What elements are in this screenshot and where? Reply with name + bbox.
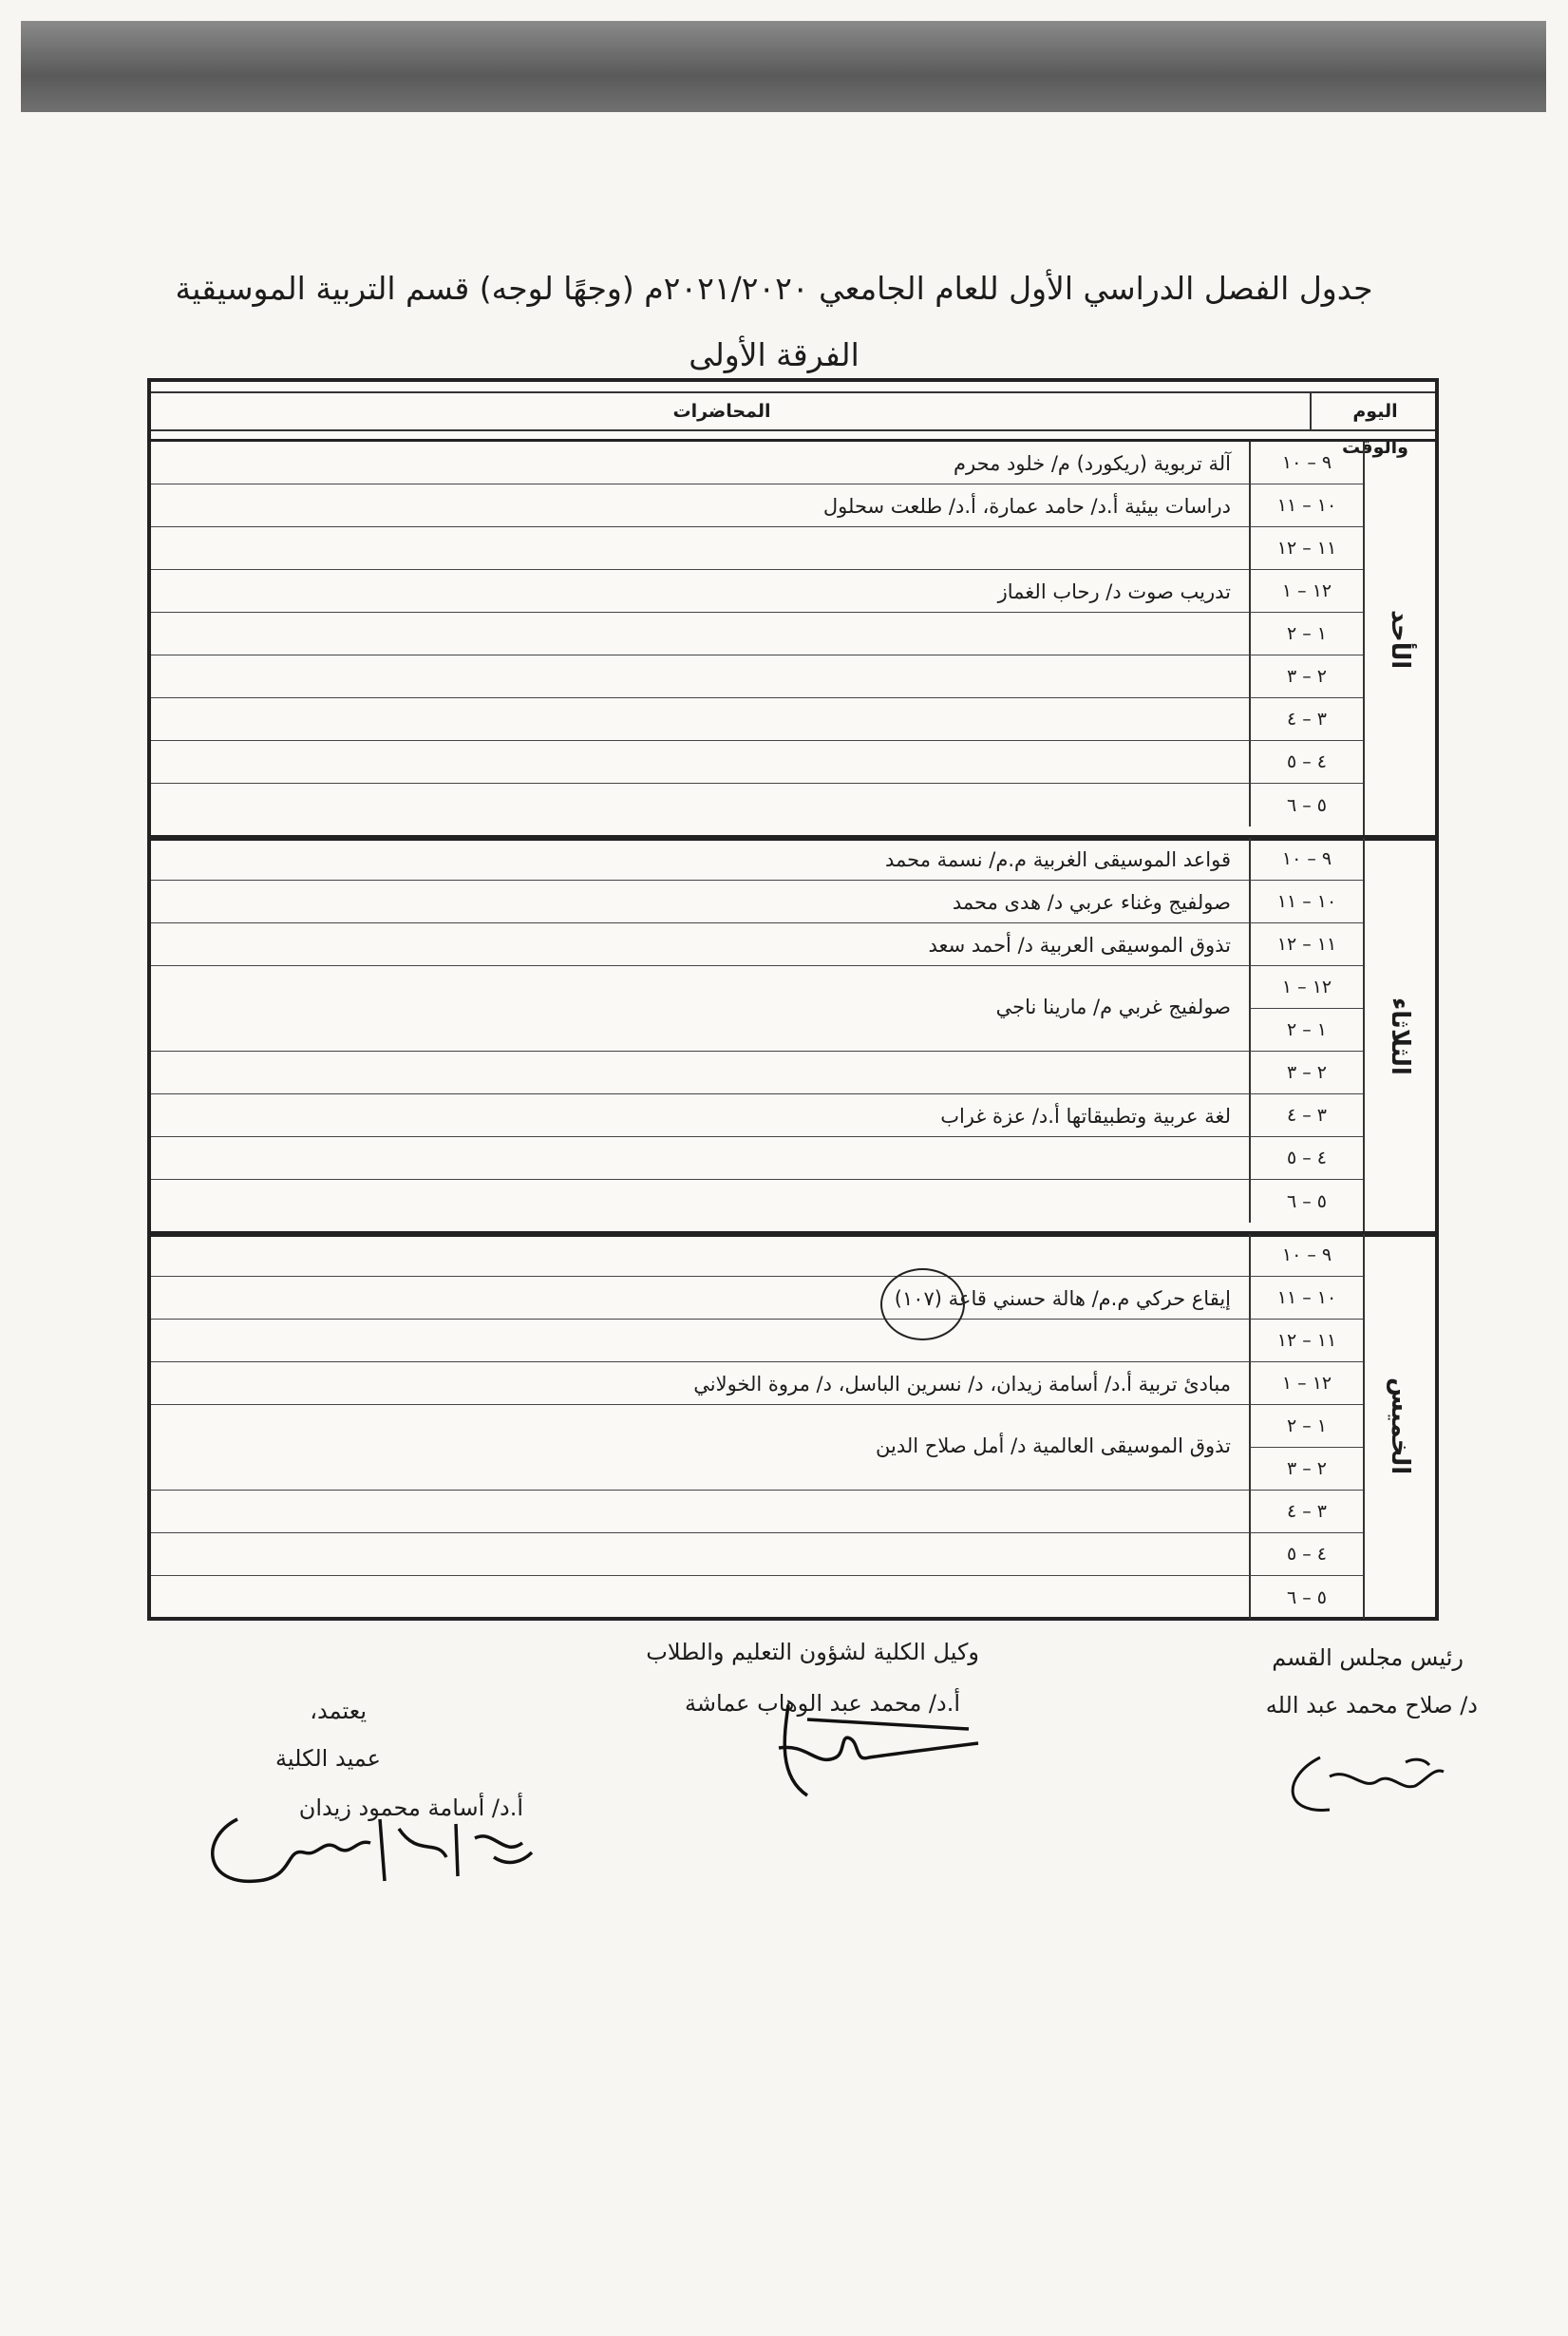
row-line <box>151 1404 1249 1405</box>
day-label: الأحد <box>1363 442 1435 838</box>
row-line <box>151 1361 1249 1362</box>
time-slot: ١٢ – ١ <box>1249 1362 1363 1405</box>
time-slot: ١١ – ١٢ <box>1249 1320 1363 1362</box>
schedule-table <box>147 378 1439 1621</box>
head-title: رئيس مجلس القسم <box>1272 1644 1464 1671</box>
row-line <box>151 697 1249 698</box>
row-line <box>151 1093 1249 1094</box>
row-line <box>151 1319 1249 1320</box>
day-block-thursday <box>151 1231 1435 1619</box>
row-line <box>151 612 1249 613</box>
lecture-entry: صولفيج غربي م/ مارينا ناجي <box>995 996 1231 1018</box>
time-slot: ١٠ – ١١ <box>1249 1277 1363 1320</box>
lecture-entry: تذوق الموسيقى العربية د/ أحمد سعد <box>928 934 1231 957</box>
dean-title: عميد الكلية <box>275 1745 381 1772</box>
day-block-sunday <box>151 439 1435 841</box>
time-slot: ٢ – ٣ <box>1249 655 1363 698</box>
time-slot: ١٠ – ١١ <box>1249 881 1363 923</box>
time-slot: ١٠ – ١١ <box>1249 484 1363 527</box>
row-line <box>151 1575 1249 1576</box>
time-slot: ٩ – ١٠ <box>1249 838 1363 881</box>
vice-signature <box>750 1700 988 1805</box>
header-lectures: المحاضرات <box>672 401 771 422</box>
row-line <box>151 965 1249 966</box>
time-slot: ٥ – ٦ <box>1249 784 1363 826</box>
time-slot: ١١ – ١٢ <box>1249 527 1363 570</box>
head-signature <box>1273 1738 1463 1824</box>
time-slot: ٥ – ٦ <box>1249 1576 1363 1619</box>
lecture-entry: تدريب صوت د/ رحاب الغماز <box>997 580 1231 603</box>
row-line <box>151 1179 1249 1180</box>
page-subtitle: الفرقة الأولى <box>689 336 860 373</box>
lecture-entry: صولفيج وغناء عربي د/ هدى محمد <box>952 891 1231 914</box>
approval-text: يعتمد، <box>310 1698 367 1724</box>
lecture-entry: آلة تربوية (ريكورد) م/ خلود محرم <box>953 452 1231 475</box>
lecture-entry: قواعد الموسيقى الغربية م.م/ نسمة محمد <box>884 848 1231 871</box>
row-line <box>151 740 1249 741</box>
lecture-entry: مبادئ تربية أ.د/ أسامة زيدان، د/ نسرين الباسل، د/ مروة الخولاني <box>693 1373 1231 1396</box>
head-name: د/ صلاح محمد عبد الله <box>1265 1692 1478 1719</box>
lecture-entry: لغة عربية وتطبيقاتها أ.د/ عزة غراب <box>940 1105 1231 1128</box>
row-line <box>151 526 1249 527</box>
room-number-circle <box>880 1268 965 1340</box>
vice-name: أ.د/ محمد عبد الوهاب عماشة <box>685 1690 960 1717</box>
time-slot: ٣ – ٤ <box>1249 1491 1363 1533</box>
day-label: الخميس <box>1363 1234 1435 1619</box>
dean-name: أ.د/ أسامة محمود زيدان <box>298 1795 523 1821</box>
time-slot: ٥ – ٦ <box>1249 1180 1363 1223</box>
header-day-time: اليوم والوقت <box>1342 401 1408 458</box>
dean-signature <box>190 1800 551 1905</box>
row-line <box>151 1136 1249 1137</box>
time-slot: ١١ – ١٢ <box>1249 923 1363 966</box>
row-line <box>151 1051 1249 1052</box>
row-line <box>151 569 1249 570</box>
time-slot: ٢ – ٣ <box>1249 1052 1363 1094</box>
day-label: الثلاثاء <box>1363 838 1435 1234</box>
time-slot: ١ – ٢ <box>1249 1009 1363 1052</box>
scan-header-bar <box>21 21 1546 112</box>
page-title: جدول الفصل الدراسي الأول للعام الجامعي ٢٠٢١/٢٠٢٠م (وجهًا لوجه) قسم التربية الموسيقية <box>175 270 1373 307</box>
time-slot: ١٢ – ١ <box>1249 966 1363 1009</box>
row-line <box>151 783 1249 784</box>
vice-title: وكيل الكلية لشؤون التعليم والطلاب <box>646 1639 979 1665</box>
time-slot: ٤ – ٥ <box>1249 741 1363 784</box>
row-line <box>151 1532 1249 1533</box>
row-line <box>151 1276 1249 1277</box>
day-block-tuesday <box>151 835 1435 1237</box>
time-slot: ١٢ – ١ <box>1249 570 1363 613</box>
time-slot: ٩ – ١٠ <box>1249 1234 1363 1277</box>
time-slot: ٣ – ٤ <box>1249 698 1363 741</box>
lecture-entry: دراسات بيئية أ.د/ حامد عمارة، أ.د/ طلعت سحلول <box>822 495 1231 518</box>
row-line <box>151 1490 1249 1491</box>
time-slot: ٩ – ١٠ <box>1249 442 1363 484</box>
header-divider <box>1310 393 1312 429</box>
time-slot: ٣ – ٤ <box>1249 1094 1363 1137</box>
lecture-entry: تذوق الموسيقى العالمية د/ أمل صلاح الدين <box>876 1434 1231 1457</box>
row-line <box>151 922 1249 923</box>
time-slot: ٢ – ٣ <box>1249 1448 1363 1491</box>
time-slot: ٤ – ٥ <box>1249 1137 1363 1180</box>
lecture-entry: إيقاع حركي م.م/ هالة حسني قاعة (١٠٧) <box>894 1287 1231 1310</box>
table-header-row <box>151 391 1435 458</box>
time-slot: ١ – ٢ <box>1249 1405 1363 1448</box>
row-line <box>151 880 1249 881</box>
time-slot: ١ – ٢ <box>1249 613 1363 655</box>
time-slot: ٤ – ٥ <box>1249 1533 1363 1576</box>
